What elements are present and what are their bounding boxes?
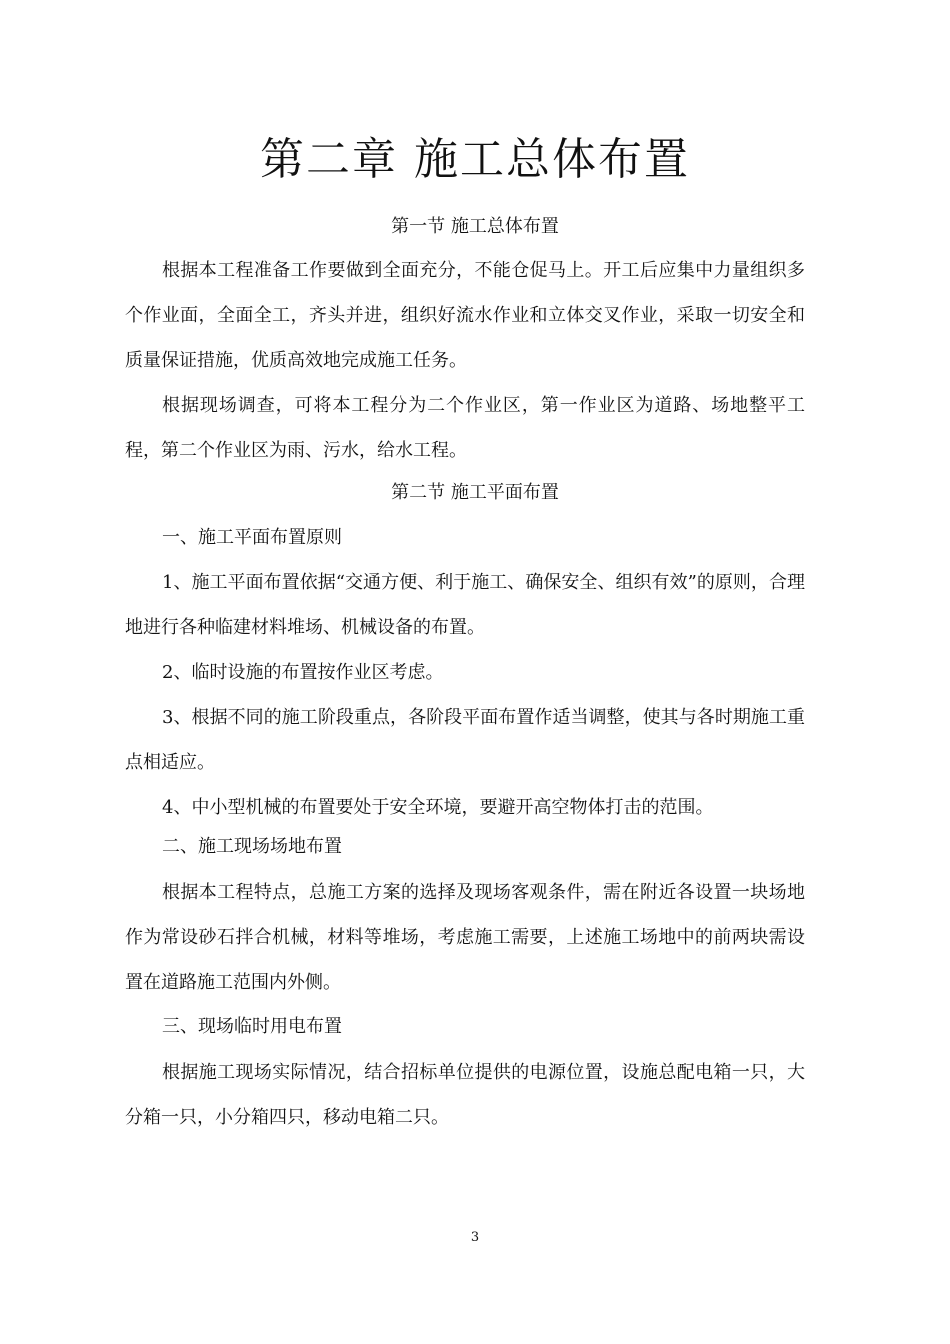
chapter-title: 第二章 施工总体布置 [260, 134, 690, 185]
paragraph-work-organization: 根据本工程准备工作要做到全面充分，不能仓促马上。开工后应集中力量组织多个作业面，全面全工，齐头并进，组织好流水作业和立体交叉作业，采取一切安全和质量保证措施，优质高效地完成施工任务。 [125, 260, 805, 371]
paragraph-work-zones: 根据现场调查，可将本工程分为二个作业区，第一作业区为道路、场地整平工程，第二个作业区为雨、污水，给水工程。 [125, 395, 805, 461]
section-title-2: 第二节 施工平面布置 [391, 482, 559, 503]
list-item-principle-1: 1、施工平面布置依据“交通方便、利于施工、确保安全、组织有效”的原则，合理地进行各种临建材料堆场、机械设备的布置。 [125, 572, 805, 638]
page-number: 3 [470, 1230, 480, 1245]
section-title-1: 第一节 施工总体布置 [391, 216, 559, 237]
list-item-principle-2: 2、临时设施的布置按作业区考虑。 [162, 662, 444, 683]
heading-temporary-power: 三、现场临时用电布置 [162, 1016, 342, 1037]
list-item-principle-3: 3、根据不同的施工阶段重点，各阶段平面布置作适当调整，使其与各时期施工重点相适应。 [125, 707, 805, 773]
paragraph-site-layout: 根据本工程特点，总施工方案的选择及现场客观条件，需在附近各设置一块场地作为常设砂石拌合机械，材料等堆场，考虑施工需要，上述施工场地中的前两块需设置在道路施工范围内外侧。 [125, 882, 805, 993]
heading-site-layout: 二、施工现场场地布置 [162, 836, 342, 857]
list-item-principle-4: 4、中小型机械的布置要处于安全环境，要避开高空物体打击的范围。 [162, 797, 714, 818]
paragraph-temporary-power: 根据施工现场实际情况，结合招标单位提供的电源位置，设施总配电箱一只，大分箱一只，小分箱四只，移动电箱二只。 [125, 1062, 805, 1128]
heading-layout-principles: 一、施工平面布置原则 [162, 527, 342, 548]
